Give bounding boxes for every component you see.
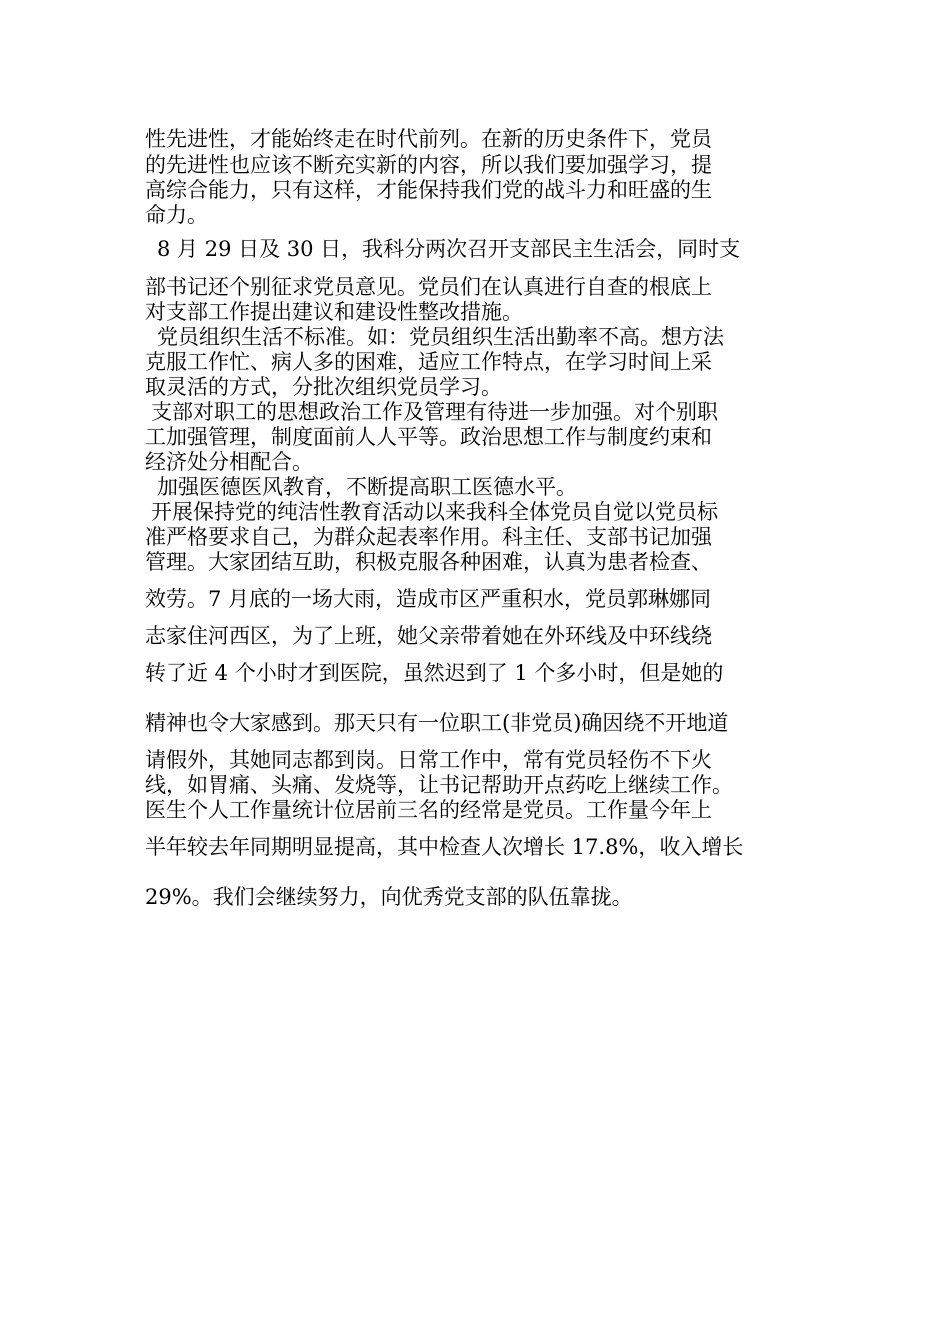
text-line: 经济处分相配合。	[145, 450, 313, 474]
text-line: 部书记还个别征求党员意见。党员们在认真进行自查的根底上	[145, 275, 712, 299]
text-line: 的先进性也应该不断充实新的内容，所以我们要加强学习，提	[145, 153, 712, 177]
text-line: 高综合能力，只有这样，才能保持我们党的战斗力和旺盛的生	[145, 178, 712, 202]
text-line: 取灵活的方式，分批次组织党员学习。	[145, 375, 502, 399]
text-line: 支部对职工的思想政治工作及管理有待进一步加强。对个别职	[151, 400, 718, 424]
text-line: 志家住河西区，为了上班，她父亲带着她在外环线及中环线绕	[145, 624, 712, 648]
text-line: 命力。	[145, 203, 208, 227]
text-line: 管理。大家团结互助，积极克服各种困难，认真为患者检查、	[145, 550, 712, 574]
text-line: 8 月 29 日及 30 日，我科分两次召开支部民主生活会，同时支	[157, 237, 741, 261]
text-line: 精神也令大家感到。那天只有一位职工(非党员)确因绕不开地道	[145, 711, 729, 735]
text-line: 效劳。7 月底的一场大雨，造成市区严重积水，党员郭琳娜同	[145, 587, 712, 611]
text-line: 克服工作忙、病人多的困难，适应工作特点，在学习时间上采	[145, 350, 712, 374]
text-line: 工加强管理，制度面前人人平等。政治思想工作与制度约束和	[145, 425, 712, 449]
text-line: 29%。我们会继续努力，向优秀党支部的队伍靠拢。	[145, 885, 633, 909]
text-line: 加强医德医风教育，不断提高职工医德水平。	[157, 475, 577, 499]
text-line: 转了近 4 个小时才到医院，虽然迟到了 1 个多小时，但是她的	[145, 661, 724, 685]
text-line: 开展保持党的纯洁性教育活动以来我科全体党员自觉以党员标	[151, 500, 718, 524]
text-line: 线，如胃痛、头痛、发烧等，让书记帮助开点药吃上继续工作。	[145, 773, 733, 797]
text-line: 半年较去年同期明显提高，其中检查人次增长 17.8%，收入增长	[145, 835, 744, 859]
text-line: 医生个人工作量统计位居前三名的经常是党员。工作量今年上	[145, 798, 712, 822]
text-line: 准严格要求自己，为群众起表率作用。科主任、支部书记加强	[145, 525, 712, 549]
text-line: 党员组织生活不标准。如：党员组织生活出勤率不高。想方法	[157, 325, 724, 349]
text-line: 请假外，其她同志都到岗。日常工作中，常有党员轻伤不下火	[145, 748, 712, 772]
text-line: 对支部工作提出建议和建设性整改措施。	[145, 300, 523, 324]
text-line: 性先进性，才能始终走在时代前列。在新的历史条件下，党员	[145, 127, 712, 151]
